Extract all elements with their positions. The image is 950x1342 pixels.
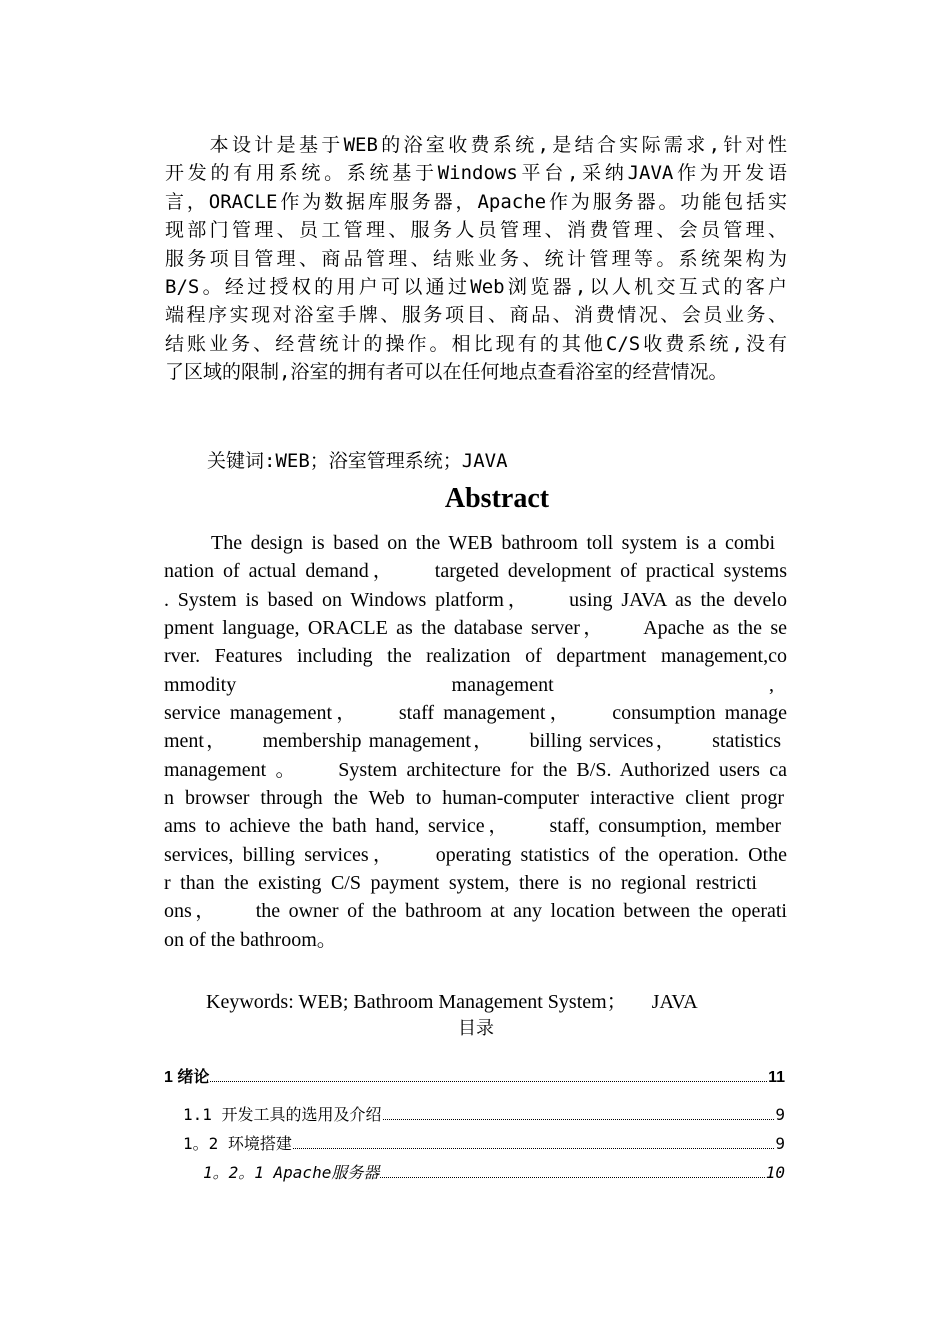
text-line: ons， the owner of the bathroom at any location between the operati: [164, 900, 787, 923]
text-line: rver. Features including the realization of department management,co: [164, 645, 787, 668]
toc-leader: [293, 1148, 774, 1149]
text-line: services, billing services， operating statistics of the operation. Othe: [164, 843, 787, 866]
text-line: service management， staff management， consumption manage: [164, 702, 787, 725]
toc-entry-page: 9: [775, 1134, 785, 1153]
toc-entry-page: 9: [775, 1105, 785, 1124]
keywords-cn: 关键词:WEB；浴室管理系统；JAVA: [207, 450, 508, 472]
abstract-cn-body: [165, 131, 787, 387]
text-line: on of the bathroom。: [164, 928, 337, 951]
text-line: 现部门管理、员工管理、服务人员管理、消费管理、会员管理、: [165, 219, 787, 242]
abstract-en-body: [164, 529, 787, 954]
text-line: n browser through the Web to human-computer interactive client progr: [164, 787, 784, 810]
toc-leader: [383, 1119, 775, 1120]
keywords-en: Keywords: WEB; Bathroom Management System； JAVA: [206, 991, 698, 1013]
text-line: ment， membership management， billing services， statistics: [164, 730, 781, 753]
text-line: 本设计是基于WEB的浴室收费系统,是结合实际需求,针对性: [165, 134, 787, 156]
toc-entry-page: 10: [765, 1163, 785, 1182]
text-line: . System is based on Windows platform， using JAVA as the develo: [164, 588, 787, 611]
text-line: ams to achieve the bath hand, service， staff, consumption, member: [164, 815, 781, 838]
text-line: 端程序实现对浴室手牌、服务项目、商品、消费情况、会员业务、: [165, 304, 787, 327]
text-line: B/S。经过授权的用户可以通过Web浏览器,以人机交互式的客户: [165, 276, 787, 299]
toc-entry-label: 1 绪论: [164, 1069, 210, 1086]
text-line: The design is based on the WEB bathroom toll system is a combi: [164, 532, 775, 554]
toc-entry[interactable]: [183, 1131, 785, 1154]
toc-title: 目录: [458, 1018, 494, 1039]
text-line: management 。 System architecture for the B/S. Authorized users ca: [164, 758, 787, 781]
text-line: 言，ORACLE作为数据库服务器，Apache作为服务器。功能包括实: [165, 190, 787, 213]
text-line: r than the existing C/S payment system, there is no regional restricti: [164, 872, 757, 895]
toc-entry-label: 1.1 开发工具的选用及介绍: [183, 1105, 382, 1124]
text-line: pment language, ORACLE as the database server， Apache as the se: [164, 617, 787, 640]
text-line: mmodity management ,: [164, 673, 774, 696]
toc-leader: [210, 1081, 767, 1082]
toc-entry-label: 1。2 环境搭建: [183, 1134, 292, 1153]
text-line: 开发的有用系统。系统基于Windows平台,采纳JAVA作为开发语: [165, 162, 787, 185]
toc-entry[interactable]: [164, 1064, 785, 1087]
toc-entry-label: 1。2。1 Apache服务器: [203, 1163, 380, 1182]
text-line: nation of actual demand， targeted development of practical systems: [164, 560, 787, 583]
toc-leader: [380, 1177, 764, 1178]
toc-entry-page: 11: [768, 1069, 785, 1086]
text-line: 服务项目管理、商品管理、结账业务、统计管理等。系统架构为: [165, 247, 787, 270]
text-line: 了区域的限制,浴室的拥有者可以在任何地点查看浴室的经营情况。: [165, 361, 728, 384]
text-line: 结账业务、经营统计的操作。相比现有的其他C/S收费系统,没有: [165, 332, 787, 355]
toc-entry[interactable]: [203, 1160, 785, 1183]
toc-entry[interactable]: [183, 1102, 785, 1125]
abstract-title: Abstract: [444, 483, 550, 514]
